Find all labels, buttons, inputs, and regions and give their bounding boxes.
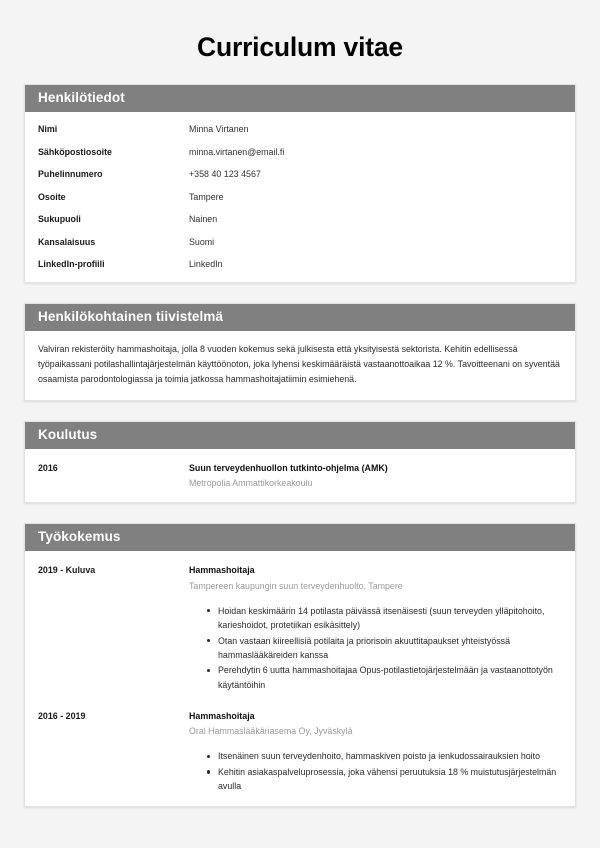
info-value: Minna Virtanen xyxy=(189,124,249,134)
entry-date: 2016 xyxy=(38,462,58,473)
info-value-linkedin[interactable]: LinkedIn xyxy=(189,259,223,269)
info-label: Kansalaisuus xyxy=(38,236,96,247)
summary-paragraph: Valviran rekisteröity hammashoitaja, jolla 8 vuoden kokemus sekä julkisesta että yksityisestä sektorista. Kehitin edellisessä työpaikassani potilashallintajärjestelmän käyttöönoton, joka lyhensi keskimääräistä vastaanottoaikaa 12 %. Tavoitteenani on syventää osaamista parodontologiassa ja toimia jatkossa hammashoitajatiimin esimiehenä. xyxy=(38,344,560,385)
entry-bullet-list xyxy=(189,604,562,692)
bullet-item: Kehitin asiakaspalveluprosessia, joka vähensi peruutuksia 18 % muistutusjärjestelmän avulla xyxy=(207,765,562,793)
info-label: Sähköpostiosoite xyxy=(38,146,112,157)
info-label: LinkedIn-profiili xyxy=(38,259,105,269)
info-label: Puhelinnumero xyxy=(38,169,103,179)
info-value: Suomi xyxy=(189,236,215,247)
education-list xyxy=(25,449,575,503)
section-personal-information xyxy=(24,84,576,283)
bullet-item: Otan vastaan kiireellisiä potilaita ja priorisoin akuuttitapaukset yhteistyössä hammaslääkäreiden kanssa xyxy=(207,634,562,662)
personal-information-table xyxy=(25,112,575,282)
info-value: +358 40 123 4567 xyxy=(189,169,261,179)
entry-date: 2019 - Kuluva xyxy=(38,565,96,576)
info-label: Nimi xyxy=(38,124,58,134)
bullet-item: Perehdytin 6 uutta hammashoitajaa Opus-potilastietojärjestelmään ja vastaanottotyön käytäntöihin xyxy=(207,663,562,691)
page-title: Curriculum vitae xyxy=(197,32,403,62)
table-row xyxy=(38,213,562,225)
table-row xyxy=(38,258,562,270)
bullet-item: Hoidan keskimäärin 14 potilasta päivässä itsenäisesti (suun terveyden ylläpitohoito, karieshoidot, protetiikan esikäsittely) xyxy=(207,604,562,632)
section-personal-summary xyxy=(24,303,576,401)
table-row xyxy=(38,123,562,135)
entry-main xyxy=(189,564,562,692)
entry-subtitle: Metropolia Ammattikorkeakoulu xyxy=(189,478,313,489)
section-education xyxy=(24,421,576,504)
list-item xyxy=(38,708,562,794)
table-row xyxy=(38,146,562,158)
entry-date: 2016 - 2019 xyxy=(38,710,86,721)
info-value: Nainen xyxy=(189,214,218,224)
entry-title: Hammashoitaja xyxy=(189,565,255,576)
section-heading-work-experience: Työkokemus xyxy=(25,524,575,551)
entry-title: Hammashoitaja xyxy=(189,710,255,721)
info-value: Tampere xyxy=(189,191,224,202)
table-row xyxy=(38,168,562,180)
section-heading-education: Koulutus xyxy=(25,422,575,449)
list-item xyxy=(38,460,562,491)
info-label: Sukupuoli xyxy=(38,214,81,224)
entry-title: Suun terveydenhuollon tutkinto-ohjelma (AMK) xyxy=(189,462,388,473)
entry-subtitle: Tampereen kaupungin suun terveydenhuolto, Tampere xyxy=(189,580,403,591)
table-row xyxy=(38,191,562,203)
entry-subtitle: Oral Hammaslääkäriasema Oy, Jyväskylä xyxy=(189,726,353,737)
entry-main xyxy=(189,462,562,491)
section-heading-personal-summary: Henkilökohtainen tiivistelmä xyxy=(25,304,575,331)
section-work-experience xyxy=(24,523,576,807)
info-value: minna.virtanen@email.fi xyxy=(189,146,285,157)
entry-bullet-list xyxy=(189,749,562,793)
personal-summary-body xyxy=(25,331,575,400)
entry-main xyxy=(189,710,562,794)
bullet-item: Itsenäinen suun terveydenhoito, hammaskiven poisto ja ienkudossairauksien hoito xyxy=(207,749,562,763)
info-label: Osoite xyxy=(38,191,66,202)
list-item xyxy=(38,562,562,692)
section-heading-personal-information: Henkilötiedot xyxy=(25,85,575,112)
work-experience-list xyxy=(25,551,575,806)
table-row xyxy=(38,236,562,248)
